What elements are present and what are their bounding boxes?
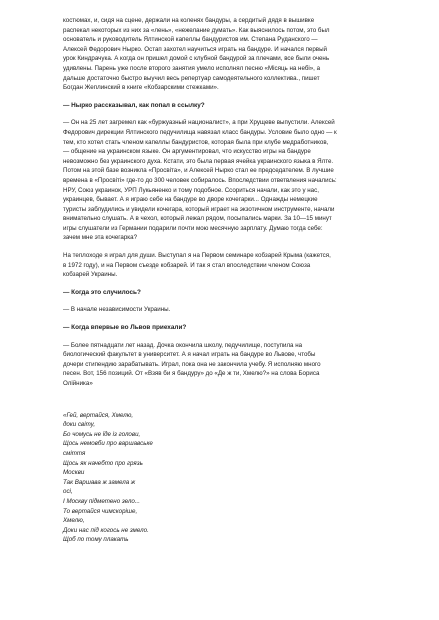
text-line: украинцев, бывает. А я играю себе на бандуре во дворе кочегарки... Однажды немецкие xyxy=(63,196,318,204)
poem-line: Доки нас під когось не змело. xyxy=(63,526,149,534)
text-line: НРУ, Союз украинок, УРП Лукьяненко и тому подобное. Ссориться начали, как это у нас, xyxy=(63,186,319,194)
poem-line: Так Варшава ж замела ж xyxy=(63,478,136,486)
poem-line: доки світу, xyxy=(63,421,96,429)
text-line: — В начале независимости Украины. xyxy=(63,306,171,314)
poem-line: І Москву підметено зело... xyxy=(63,497,140,505)
poem-line: Бо чомусь не їде із голови, xyxy=(63,430,141,438)
text-line: Федорович дирекции Ялтинского педучилища навязал класс бандуры. Условие было одно — к xyxy=(63,128,337,136)
text-line: удивлены. Парень уже после второго занятия умело исполнял песню «Місяць на небі», а xyxy=(63,64,321,72)
text-line: дочери стипендию зарабатывать. Играл, пока она не закончила учебу. Я исполняю много xyxy=(63,360,321,368)
text-line: Потом на этой базе возникла «Просвіта», и Алексей Ныpко стал ее председателем. В лучшие xyxy=(63,167,334,175)
body-paragraph xyxy=(63,118,379,243)
text-line: На теплоходе я играл для души. Выступал я на Первом семинаре кобзарей Крыма (кажется, xyxy=(63,252,331,260)
poem-line: Москви xyxy=(63,469,85,477)
poem-line: «Гей, вертайся, Хмелю, xyxy=(63,411,134,419)
interview-question: — Ныpко рассказывал, как попал в ссылку? xyxy=(63,101,205,109)
text-line: биологический факультет в университет. А я начал играть на бандуре во Львове, чтобы xyxy=(63,351,316,359)
poem-line: Щось немовби про варшавське xyxy=(63,440,153,448)
poem-line: То вертайся чимскоріше, xyxy=(63,507,138,515)
text-line: — Он на 25 лет загремел как «буржуазный националист», а при Хрущеве выпустили. Алексей xyxy=(63,119,335,127)
interview-question: — Когда это случилось? xyxy=(63,288,141,296)
poem-line: Щоб по тому плакать xyxy=(63,536,129,544)
text-line: в 1972 году), и на Первом съезде кобзарей. И так я стал впоследствии членом Союза xyxy=(63,261,311,269)
poem-quote xyxy=(63,411,379,545)
text-line: времена в «Просвіті» где-то до 300 человек собиралось. Впоследствии ответвления начались: xyxy=(63,176,337,184)
poem-line: Щось як начебто про грязь xyxy=(63,459,143,467)
poem-line: сміття xyxy=(63,449,86,457)
text-line: невозможно без украинского духа. Кстати, это была первая ячейка украинского языка в Ялте. xyxy=(63,157,334,165)
body-paragraph xyxy=(63,16,379,93)
body-paragraph xyxy=(63,251,379,280)
text-line: распекал некоторых из них за «лень», «нежелание думать». Как выяснилось потом, это был xyxy=(63,26,330,34)
text-line: Алексей Федорович Ныpко. Остап захотел научиться играть на бандуре. И начался первый xyxy=(63,45,327,53)
text-line: песен. Вот, 156 позиций. От «Взяв би я бандуру» до «Де ж ти, Хмелю?» на слова Бориса xyxy=(63,370,320,378)
text-line: внимательно слушать. А в чехол, который лежал рядом, посыпались марки. За 10—15 минут xyxy=(63,215,332,223)
text-line: туристы заблудились и увидели кочегара, который играет на экзотичном инструменте, начали xyxy=(63,205,335,213)
body-paragraph xyxy=(63,305,379,315)
poem-line: Хмелю, xyxy=(63,517,85,525)
interview-question: — Когда впервые во Львов приехали? xyxy=(63,324,187,332)
text-line: — Более пятнадцати лет назад. Дочка окончила школу, педучилище, поступила на xyxy=(63,341,303,349)
poem-line: осі, xyxy=(63,488,73,496)
text-line: тем, кто хотел стать членом капеллы бандуристов, которая была при клубе медработников, xyxy=(63,138,329,146)
text-line: — общение на украинском языке. Он аргументировал, что искусство игры на бандуре xyxy=(63,148,311,156)
text-line: основатель и руководитель Ялтинской капеллы бандуристов им. Степана Руданского — xyxy=(63,36,318,44)
text-line: костюмах, и, сидя на сцене, держали на коленях бандуры, а сердитый дядя в вышивке xyxy=(63,17,315,24)
text-line: дальше достаточно быстро выучил весь репертуар самодеятельного коллектива., пишет xyxy=(63,74,320,82)
text-line: кобзарей Украины. xyxy=(63,271,118,279)
text-line: зачем мне эта кочегарка? xyxy=(63,234,138,242)
text-line: урок Киндрачука. А когда он пришел домой с клубной бандурой за плечами, все были очень xyxy=(63,55,330,63)
text-line: Богдан Жеплинский в книге «Кобзарскими стежками». xyxy=(63,84,219,92)
body-paragraph xyxy=(63,341,379,389)
text-line: игры слушатели из Германии подарили почти мою месячную зарплату. Думаю тогда себе: xyxy=(63,224,323,232)
text-line: Олійника» xyxy=(63,380,93,387)
